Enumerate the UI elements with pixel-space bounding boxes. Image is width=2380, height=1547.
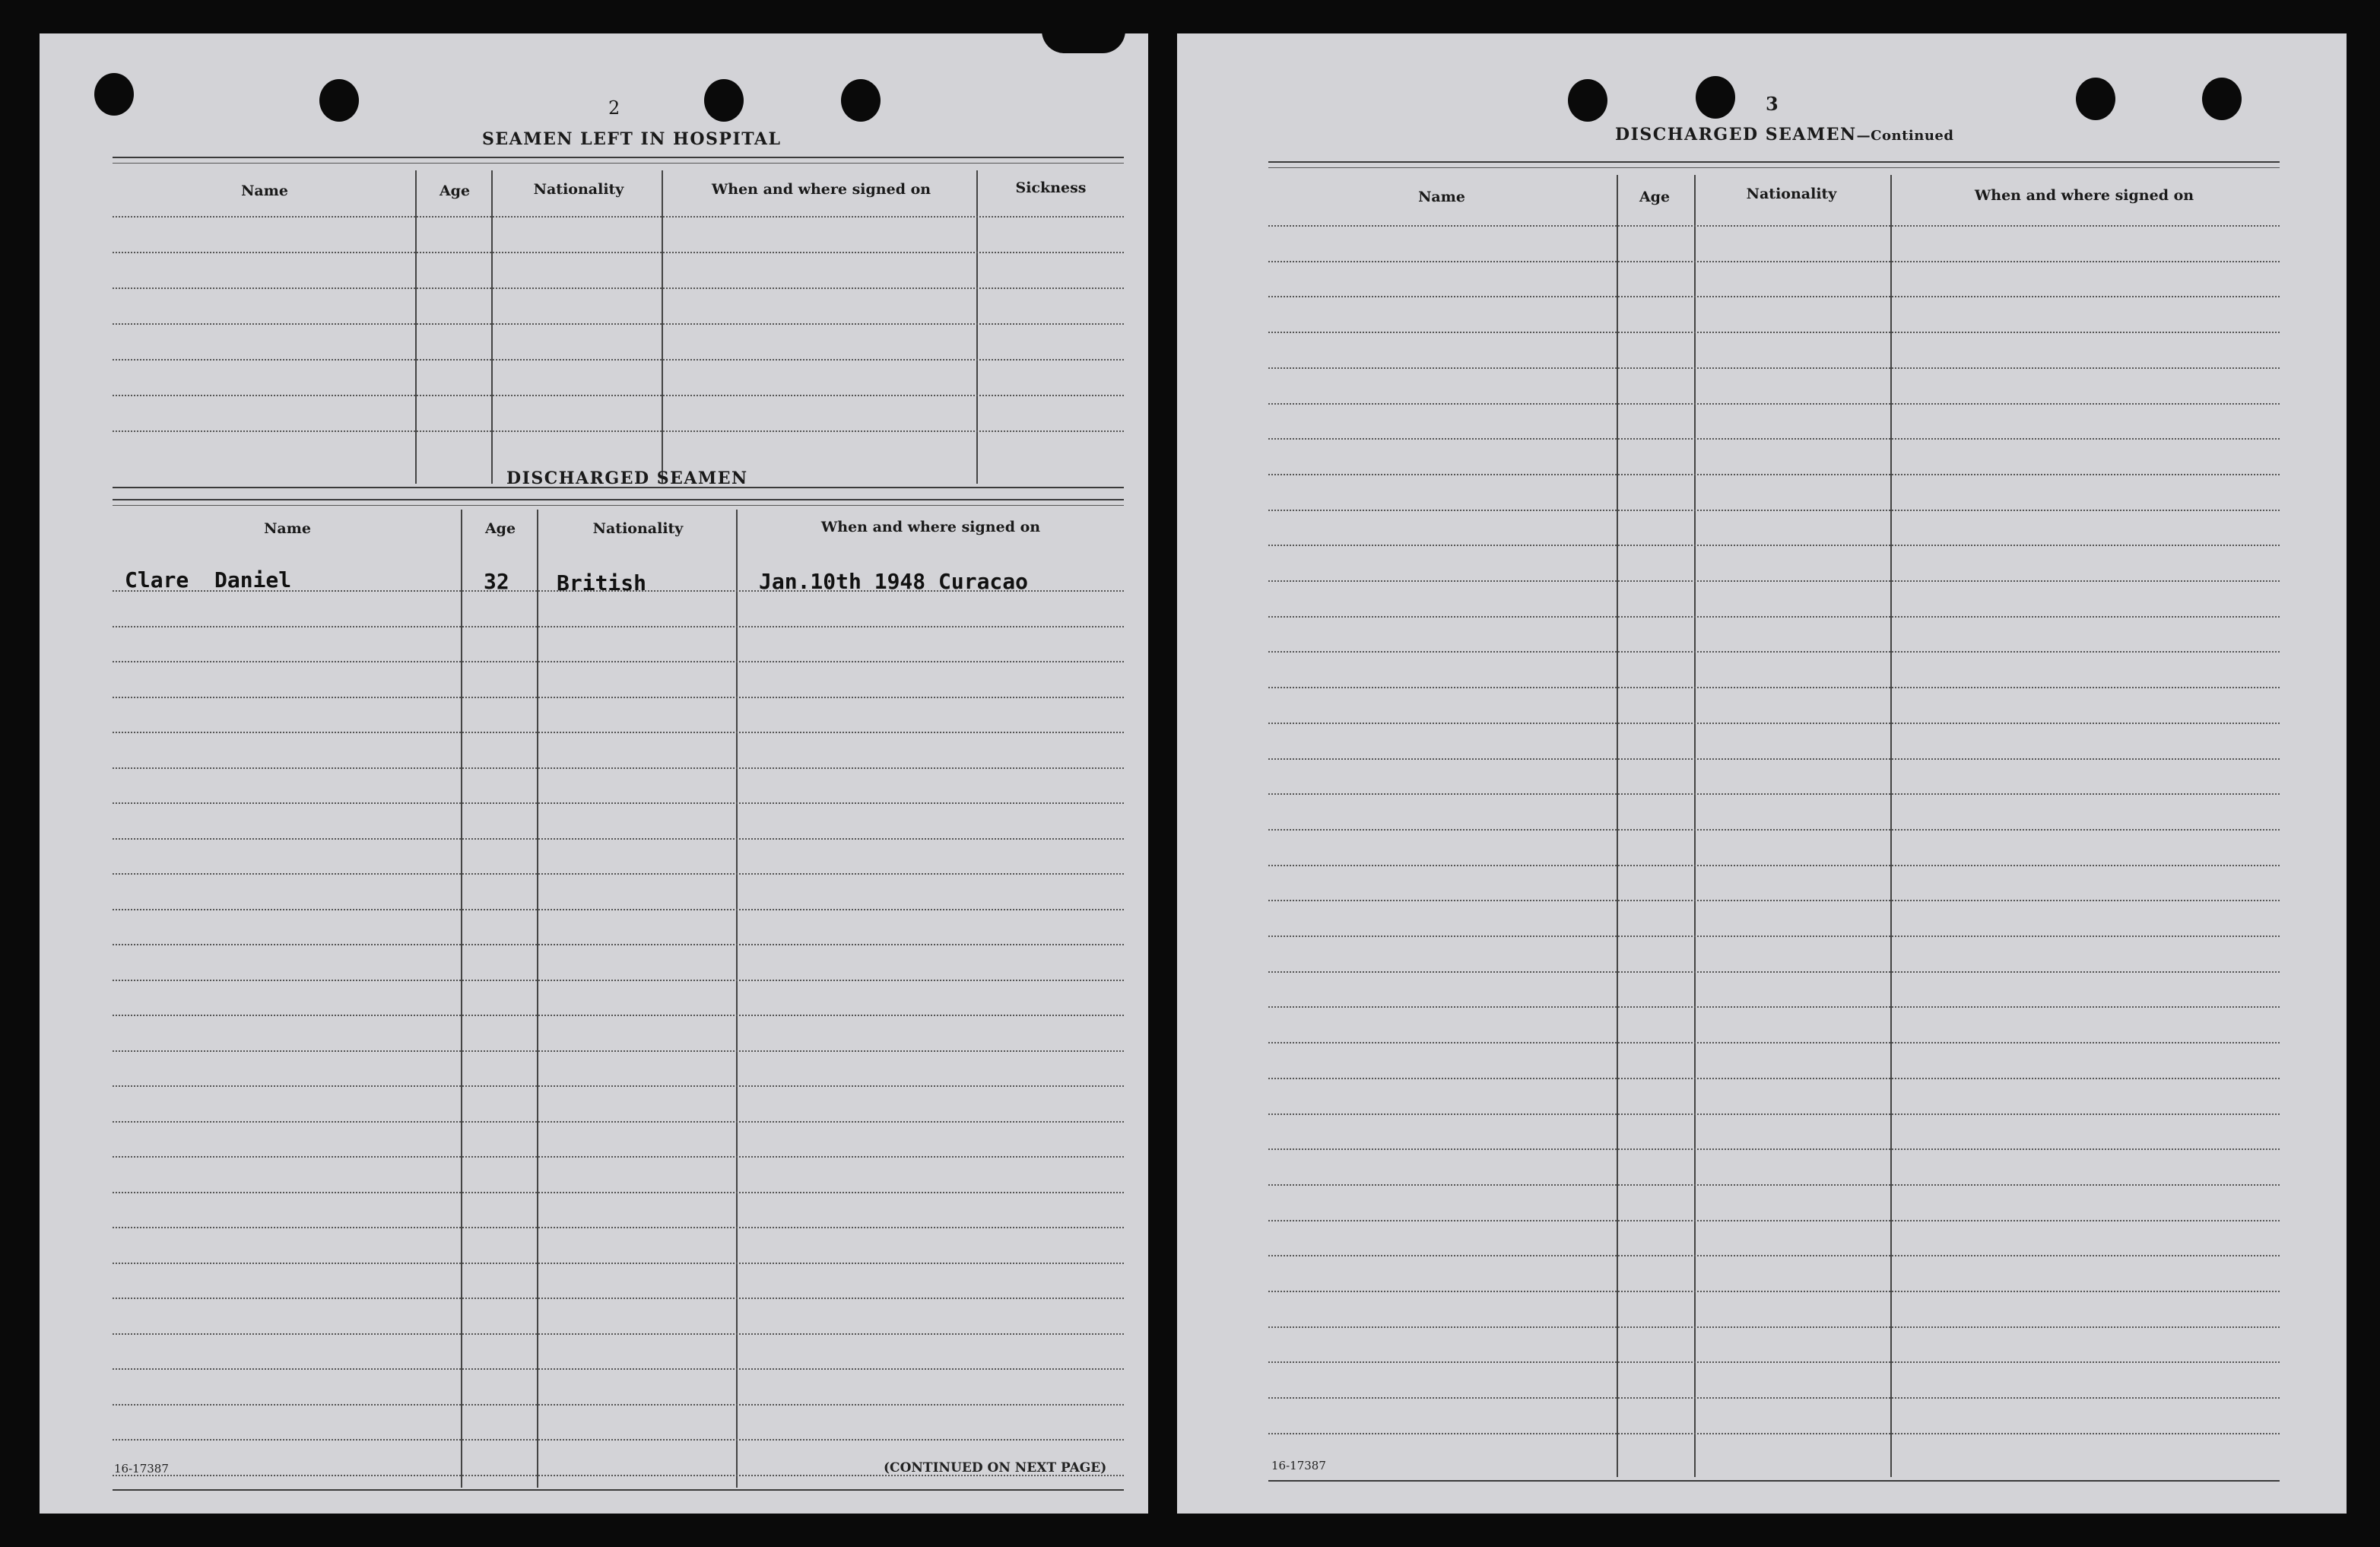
ruled-line <box>113 626 1124 627</box>
ruled-line <box>1268 367 2280 369</box>
ruled-line <box>113 1439 1124 1441</box>
left-page <box>40 33 1148 1514</box>
ruled-line <box>113 1263 1124 1264</box>
ruled-line <box>1268 403 2280 405</box>
ruled-line <box>113 1298 1124 1299</box>
discharged-header-age: Age <box>484 520 516 537</box>
ruled-line <box>1268 793 2280 795</box>
ruled-line <box>1268 1078 2280 1079</box>
row-age: 32 <box>484 569 509 594</box>
right-header-name: Name <box>1418 189 1465 205</box>
discharged-continued-title-main: DISCHARGED SEAMEN <box>1615 125 1857 145</box>
ruled-line <box>1268 616 2280 618</box>
ruled-line <box>1268 474 2280 475</box>
ruled-line <box>1268 829 2280 831</box>
ruled-line <box>113 802 1124 804</box>
ruled-line <box>1268 545 2280 546</box>
ruled-line <box>1268 1220 2280 1221</box>
form-number: 16-17387 <box>1271 1459 1326 1472</box>
ruled-line <box>113 359 1124 361</box>
ruled-line <box>113 732 1124 733</box>
ruled-line <box>113 287 1124 289</box>
row-nationality: British <box>557 570 647 596</box>
binder-hole <box>2076 78 2115 120</box>
ruled-line <box>1268 1291 2280 1292</box>
binder-hole <box>319 79 359 122</box>
ruled-line <box>1268 723 2280 724</box>
ruled-line <box>113 1050 1124 1052</box>
ruled-line <box>113 252 1124 253</box>
hospital-header-signed-on: When and where signed on <box>711 181 931 198</box>
ruled-line <box>1268 758 2280 760</box>
discharged-continued-title <box>1615 125 1953 145</box>
ruled-line <box>113 1368 1124 1370</box>
discharged-header-name: Name <box>264 520 311 537</box>
hospital-header-name: Name <box>241 183 288 199</box>
ruled-line <box>113 980 1124 981</box>
discharged-continued-title-suffix: —Continued <box>1856 128 1954 144</box>
ruled-line <box>113 216 1124 218</box>
form-number: 16-17387 <box>114 1462 169 1476</box>
right-page <box>1177 33 2347 1514</box>
ruled-line <box>1268 438 2280 440</box>
right-header-nationality: Nationality <box>1746 186 1837 202</box>
torn-edge <box>1042 30 1125 53</box>
binder-hole <box>1568 79 1607 122</box>
right-header-age: Age <box>1639 189 1671 205</box>
ruled-line <box>1268 651 2280 653</box>
hospital-header-nationality: Nationality <box>533 181 624 198</box>
binder-hole <box>704 79 744 122</box>
ruled-line <box>1268 1006 2280 1008</box>
ruled-line <box>1268 865 2280 866</box>
ruled-line <box>113 1192 1124 1193</box>
hospital-section-title: SEAMEN LEFT IN HOSPITAL <box>482 129 782 149</box>
ruled-line <box>1268 971 2280 973</box>
hospital-header-sickness: Sickness <box>1015 179 1087 196</box>
ruled-line <box>1268 687 2280 688</box>
binder-hole <box>2202 78 2242 120</box>
page-number: 2 <box>608 97 620 119</box>
ruled-line <box>113 1085 1124 1087</box>
discharged-header-signed-on: When and where signed on <box>820 519 1041 535</box>
ruled-line <box>1268 225 2280 227</box>
ruled-line <box>1268 580 2280 582</box>
ruled-line <box>113 1156 1124 1158</box>
ruled-line <box>113 909 1124 910</box>
page-number: 3 <box>1766 93 1779 115</box>
ruled-line <box>113 767 1124 769</box>
ruled-line <box>1268 1113 2280 1115</box>
binder-hole <box>94 73 134 116</box>
ruled-line <box>1268 1433 2280 1434</box>
ruled-line <box>113 1404 1124 1406</box>
ruled-line <box>113 395 1124 396</box>
right-header-signed-on: When and where signed on <box>1974 187 2194 204</box>
ruled-line <box>1268 261 2280 262</box>
ruled-line <box>113 1121 1124 1123</box>
ruled-line <box>113 1015 1124 1016</box>
ruled-line <box>113 697 1124 698</box>
row-name: Clare Daniel <box>125 567 292 592</box>
ruled-line <box>1268 1397 2280 1399</box>
ruled-line <box>1268 1255 2280 1256</box>
ruled-line <box>1268 1148 2280 1150</box>
binder-hole <box>841 79 881 122</box>
row-signed-on: Jan.10th 1948 Curacao <box>759 569 1029 594</box>
ruled-line <box>1268 1361 2280 1363</box>
ruled-line <box>1268 1184 2280 1186</box>
binder-hole <box>1696 76 1735 119</box>
ruled-line <box>113 873 1124 875</box>
ruled-line <box>113 323 1124 325</box>
discharged-header-nationality: Nationality <box>592 520 684 537</box>
ruled-line <box>113 661 1124 662</box>
ruled-line <box>1268 900 2280 901</box>
continued-note: (CONTINUED ON NEXT PAGE) <box>884 1460 1107 1476</box>
ruled-line <box>1268 936 2280 937</box>
ruled-line <box>1268 510 2280 511</box>
ruled-line <box>113 1227 1124 1228</box>
ruled-line <box>113 430 1124 432</box>
discharged-section-title: DISCHARGED SEAMEN <box>506 469 748 488</box>
ruled-line <box>1268 1326 2280 1328</box>
ruled-line <box>113 944 1124 945</box>
hospital-header-age: Age <box>439 183 471 199</box>
ruled-line <box>1268 332 2280 333</box>
ruled-line <box>113 1333 1124 1335</box>
ruled-line <box>113 838 1124 840</box>
ruled-line <box>1268 296 2280 297</box>
ruled-line <box>1268 1042 2280 1044</box>
